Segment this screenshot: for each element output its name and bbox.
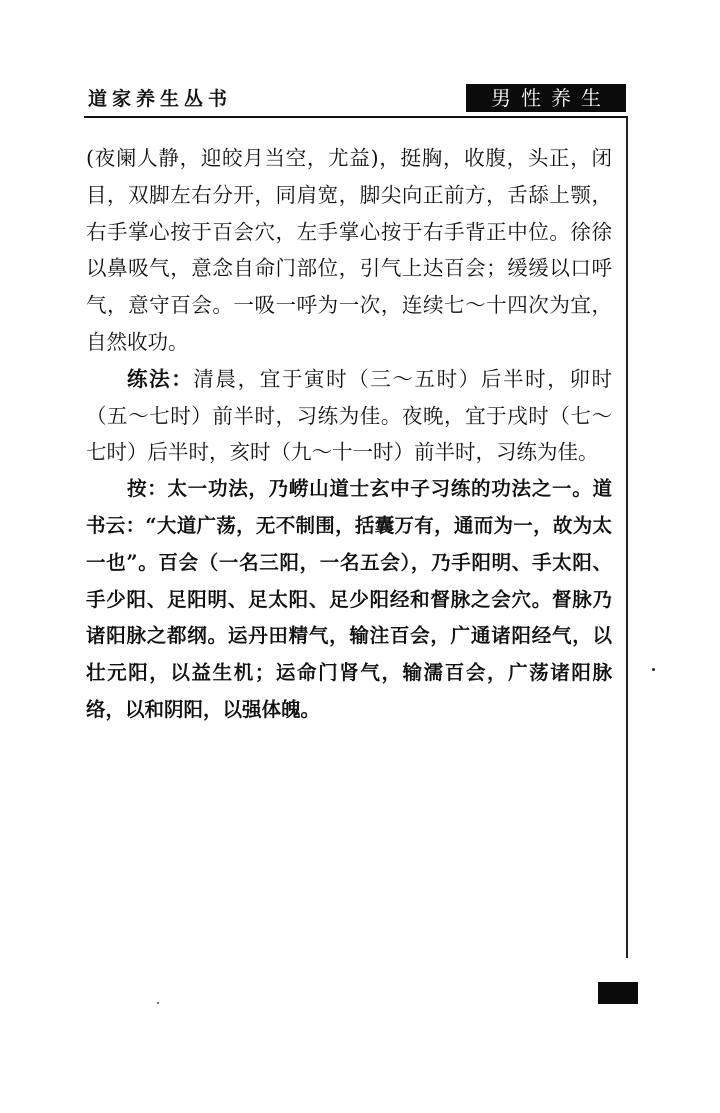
paragraph-method: (夜阑人静，迎皎月当空，尤益)，挺胸，收腹，头正，闭目，双脚左右分开，同肩宽，脚尖向正前方，舌舔上颚，右手掌心按于百会穴，左手掌心按于右手背正中位。徐徐以鼻吸气，意念自命门部位，引气上达百会；缓缓以口呼气，意守百会。一吸一呼为一次，连续七～十四次为宜，自然收功。 [86, 146, 612, 354]
series-title: 道家养生丛书 [88, 88, 233, 110]
scan-speck [652, 668, 655, 671]
note-label: 按： [127, 477, 168, 501]
practice-text: 清晨，宜于寅时（三～五时）后半时，卯时（五～七时）前半时，习练为佳。夜晚，宜于戌时（七～七时）后半时，亥时（九～十一时）前半时，习练为佳。 [86, 366, 613, 465]
paragraph-practice [86, 361, 612, 471]
header-rule [84, 116, 628, 118]
book-title-badge: 男性养生 [466, 84, 626, 112]
page-number-block [598, 982, 638, 1004]
right-margin-rule [626, 118, 628, 958]
note-text: 太一功法，乃崂山道士玄中子习练的功法之一。道书云：“大道广荡，无不制围，括囊万有，通而为一，故为太一也”。百会（一名三阳，一名五会），乃手阳明、手太阳、手少阳、足阳明、足太阳、足少阳经和督脉之会穴。督脉乃诸阳脉之都纲。运丹田精气，输注百会，广通诸阳经气，以壮元阳，以益生机；运命门肾气，输濡百会，广荡诸阳脉络，以和阴阳，以强体魄。 [86, 477, 612, 721]
paragraph-note [86, 471, 612, 729]
practice-label: 练法： [127, 366, 194, 391]
scan-speck [157, 1002, 159, 1004]
page-content [86, 140, 612, 729]
